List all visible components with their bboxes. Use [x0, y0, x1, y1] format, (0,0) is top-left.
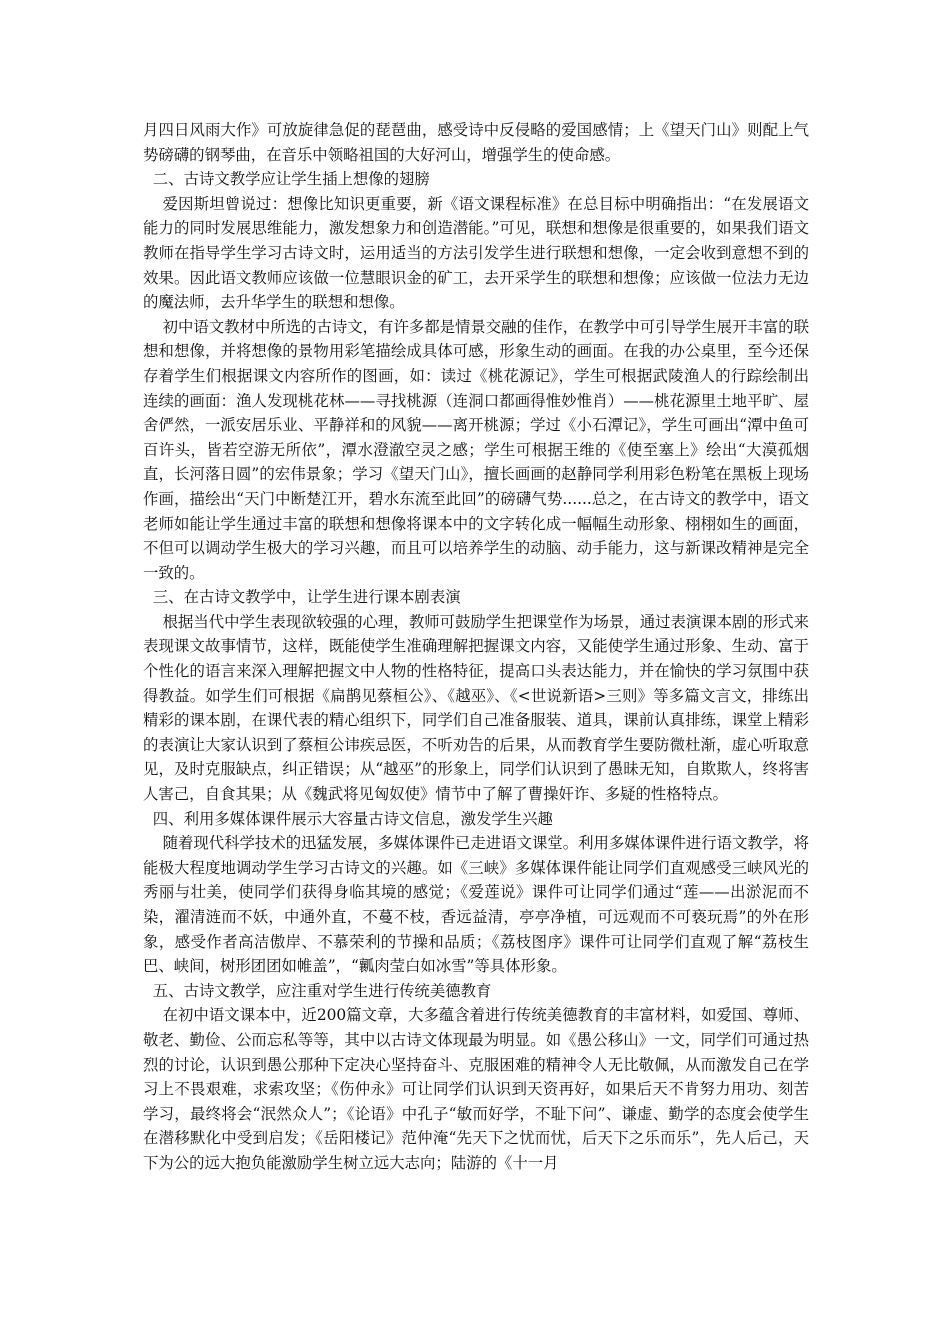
- paragraph: 根据当代中学生表现欲较强的心理，教师可鼓励学生把课堂作为场景，通过表演课本剧的形式来表现课文故事情节，这样，既能使学生准确理解把握课文内容，又能使学生通过形象、生动、富于个性化的语言来深入理解把握文中人物的性格特征，提高口头表达能力，并在愉快的学习氛围中获得教益。如学生们可根据《扁鹊见蔡桓公》、《越巫》、《<世说新语>三则》等多篇文言文，排练出精彩的课本剧，在课代表的精心组织下，同学们自己准备服装、道具，课前认真排练，课堂上精彩的表演让大家认识到了蔡桓公讳疾忌医，不听劝告的后果，从而教育学生要防微杜渐，虚心听取意见，及时克服缺点，纠正错误；从“越巫”的形象上，同学们认识到了愚昧无知，自欺欺人，终将害人害己，自食其果；从《魏武将见匈奴使》情节中了解了曹操奸诈、多疑的性格特点。: [143, 612, 809, 804]
- section-heading-2: 二、古诗文教学应让学生插上想像的翅膀: [152, 170, 430, 189]
- paragraph: 在初中语文课本中，近200篇文章，大多蕴含着进行传统美德教育的丰富材料，如爱国、尊师、敬老、勤俭、公而忘私等等，其中以古诗文体现最为明显。如《愚公移山》一文，同学们可通过热烈的讨论，认识到愚公那种下定决心坚持奋斗、克服困难的精神令人无比敬佩，从而激发自己在学习上不畏艰难，求索攻坚；《伤仲永》可让同学们认识到天资再好，如果后天不肯努力用功、刻苦学习，最终将会“泯然众人”；《论语》中孔子“敏而好学，不耻下问”、谦虚、勤学的态度会使学生在潜移默化中受到启发；《岳阳楼记》范仲淹“先天下之忧而忧，后天下之乐而乐”，先人后己，天下为公的远大抱负能激励学生树立远大志向；陆游的《十一月: [143, 1006, 809, 1172]
- section-heading-3: 三、在古诗文教学中，让学生进行课本剧表演: [152, 588, 461, 607]
- paragraph: 爱因斯坦曾说过：想像比知识更重要，新《语文课程标准》在总目标中明确指出：“在发展语文能力的同时发展思维能力，激发想象力和创造潜能。”可见，联想和想像是很重要的，如果我们语文教师在指导学生学习古诗文时，运用适当的方法引发学生进行联想和想像，一定会收到意想不到的效果。因此语文教师应该做一位慧眼识金的矿工，去开采学生的联想和想像；应该做一位法力无边的魔法师，去升华学生的联想和想像。: [143, 194, 809, 312]
- paragraph-continued: 月四日风雨大作》可放旋律急促的琵琶曲，感受诗中反侵略的爱国感情；上《望天门山》则配上气势磅礴的钢琴曲，在音乐中领略祖国的大好河山，增强学生的使命感。: [143, 121, 809, 164]
- paragraph: 初中语文教材中所选的古诗文，有许多都是情景交融的佳作，在教学中可引导学生展开丰富的联想和想像，并将想像的景物用彩笔描绘成具体可感，形象生动的画面。在我的办公桌里，至今还保存着学生们根据课文内容所作的图画，如：读过《桃花源记》，学生可根据武陵渔人的行踪绘制出连续的画面：渔人发现桃花林——寻找桃源（连洞口都画得惟妙惟肖）——桃花源里土地平旷、屋舍俨然，一派安居乐业、平静祥和的风貌——离开桃源；学过《小石潭记》，学生可画出“潭中鱼可百许头，皆若空游无所依”，潭水澄澈空灵之感；学生可根据王维的《使至塞上》绘出“大漠孤烟直，长河落日圆”的宏伟景象；学习《望天门山》，擅长画画的赵静同学利用彩色粉笔在黑板上现场作画，描绘出“天门中断楚江开，碧水东流至此回”的磅礴气势......总之，在古诗文的教学中，语文老师如能让学生通过丰富的联想和想像将课本中的文字转化成一幅幅生动形象、栩栩如生的画面，不但可以调动学生极大的学习兴趣，而且可以培养学生的动脑、动手能力，这与新课改精神是完全一致的。: [143, 317, 809, 582]
- document-page: [143, 118, 809, 1176]
- section-heading-5: 五、古诗文教学，应注重对学生进行传统美德教育: [152, 981, 492, 1000]
- section-heading-4: 四、利用多媒体课件展示大容量古诗文信息，激发学生兴趣: [152, 809, 553, 828]
- paragraph: 随着现代科学技术的迅猛发展，多媒体课件已走进语文课堂。利用多媒体课件进行语文教学，将能极大程度地调动学生学习古诗文的兴趣。如《三峡》多媒体课件能让同学们直观感受三峡风光的秀丽与壮美，使同学们获得身临其境的感觉；《爱莲说》课件可让同学们通过“莲——出淤泥而不染，濯清涟而不妖，中通外直，不蔓不枝，香远益清，亭亭净植，可远观而不可亵玩焉”的外在形象，感受作者高洁傲岸、不慕荣利的节操和品质；《荔枝图序》课件可让同学们直观了解“荔枝生巴、峡间，树形团团如帷盖”，“瓤肉莹白如冰雪”等具体形象。: [143, 834, 809, 976]
